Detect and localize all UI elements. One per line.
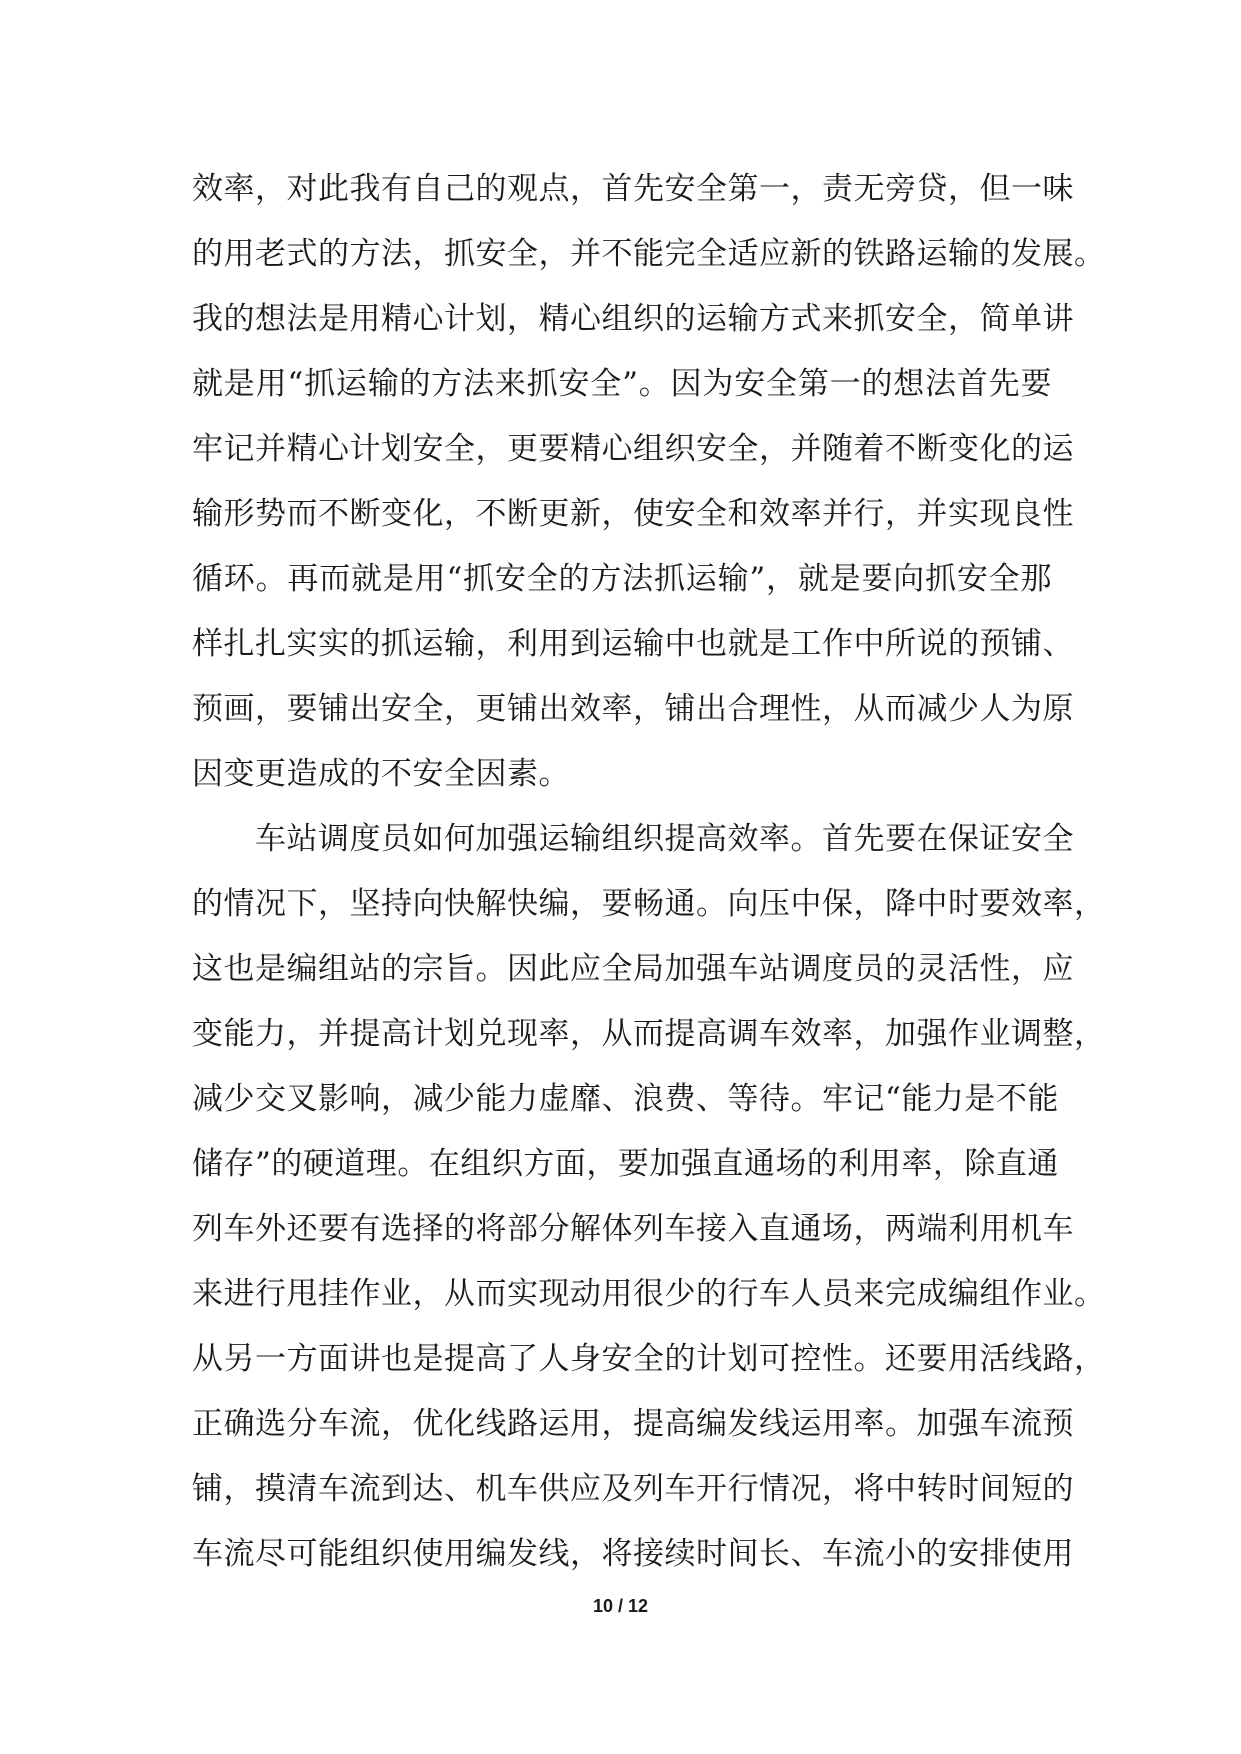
text-line: 牢记并精心计划安全，更要精心组织安全，并随着不断变化的运 [192, 431, 1074, 467]
text-line: 正确选分车流，优化线路运用，提高编发线运用率。加强车流预 [192, 1406, 1074, 1442]
text-line: 我的想法是用精心计划，精心组织的运输方式来抓安全，简单讲 [192, 301, 1074, 337]
text-line: 就是用“抓运输的方法来抓安全”。因为安全第一的想法首先要 [192, 366, 1052, 402]
text-line: 因变更造成的不安全因素。 [192, 756, 570, 792]
paragraph-2 [192, 807, 1106, 1587]
text-line: 减少交叉影响，减少能力虚靡、浪费、等待。牢记“能力是不能 [192, 1081, 1059, 1117]
text-line: 储存”的硬道理。在组织方面，要加强直通场的利用率，除直通 [192, 1146, 1059, 1182]
text-line: 这也是编组站的宗旨。因此应全局加强车站调度员的灵活性，应 [192, 951, 1074, 987]
text-line: 的用老式的方法，抓安全，并不能完全适应新的铁路运输的发展。 [192, 236, 1106, 272]
text-line: 变能力，并提高计划兑现率，从而提高调车效率，加强作业调整， [192, 1016, 1106, 1052]
text-line: 列车外还要有选择的将部分解体列车接入直通场，两端利用机车 [192, 1211, 1074, 1247]
text-line: 车站调度员如何加强运输组织提高效率。首先要在保证安全 [255, 821, 1074, 857]
text-line: 铺，摸清车流到达、机车供应及列车开行情况，将中转时间短的 [192, 1471, 1074, 1507]
text-line: 输形势而不断变化，不断更新，使安全和效率并行，并实现良性 [192, 496, 1074, 532]
text-line: 的情况下，坚持向快解快编，要畅通。向压中保，降中时要效率， [192, 886, 1106, 922]
text-line: 预画，要铺出安全，更铺出效率，铺出合理性，从而减少人为原 [192, 691, 1074, 727]
text-line: 来进行甩挂作业，从而实现动用很少的行车人员来完成编组作业。 [192, 1276, 1106, 1312]
page-number: 10 / 12 [592, 1596, 649, 1616]
text-line: 从另一方面讲也是提高了人身安全的计划可控性。还要用活线路， [192, 1341, 1106, 1377]
text-line: 车流尽可能组织使用编发线，将接续时间长、车流小的安排使用 [192, 1536, 1074, 1572]
paragraph-1 [192, 157, 1106, 807]
body-text [192, 157, 1106, 1587]
text-line: 循环。再而就是用“抓安全的方法抓运输”，就是要向抓安全那 [192, 561, 1052, 597]
text-line: 效率，对此我有自己的观点，首先安全第一，责无旁贷，但一味 [192, 171, 1074, 207]
text-line: 样扎扎实实的抓运输，利用到运输中也就是工作中所说的预铺、 [192, 626, 1074, 662]
